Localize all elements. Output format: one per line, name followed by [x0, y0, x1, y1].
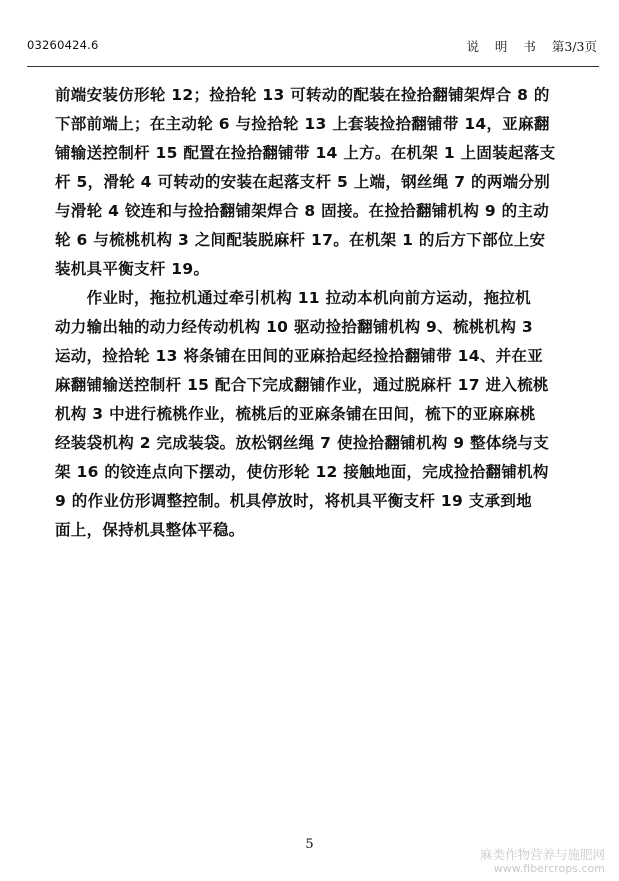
text-line: 经装袋机构 2 完成装袋。放松钢丝绳 7 使捡拾翻铺机构 9 整体绕与支 [55, 434, 550, 452]
text-line: 运动，捡拾轮 13 将条铺在田间的亚麻拾起经捡拾翻铺带 14、并在亚 [55, 347, 544, 365]
text-line: 前端安装仿形轮 12；捡拾轮 13 可转动的配装在捡拾翻铺架焊合 8 的 [55, 86, 550, 104]
text-line: 铺输送控制杆 15 配置在捡拾翻铺带 14 上方。在机架 1 上固装起落支 [55, 144, 556, 162]
text-line: 与滑轮 4 铰连和与捡拾翻铺架焊合 8 固接。在捡拾翻铺机构 9 的主动 [55, 202, 550, 220]
header-divider [27, 66, 599, 67]
text-line: 9 的作业仿形调整控制。机具停放时，将机具平衡支杆 19 支承到地 [55, 492, 532, 510]
text-line: 装机具平衡支杆 19。 [55, 260, 210, 278]
text-line: 动力输出轴的动力经传动机构 10 驱动捡拾翻铺机构 9、梳桃机构 3 [55, 318, 533, 336]
text-line: 麻翻铺输送控制杆 15 配合下完成翻铺作业，通过脱麻杆 17 进入梳桃 [55, 376, 549, 394]
text-line: 杆 5，滑轮 4 可转动的安装在起落支杆 5 上端，钢丝绳 7 的两端分别 [55, 173, 551, 191]
watermark [480, 848, 605, 876]
text-line: 机构 3 中进行梳桃作业，梳桃后的亚麻条铺在田间，梳下的亚麻麻桃 [55, 405, 536, 423]
page-number: 5 [305, 837, 314, 852]
document-type-label: 说 明 书 [466, 39, 542, 54]
text-line: 面上，保持机具整体平稳。 [55, 521, 245, 539]
watermark-title: 麻类作物营养与施肥网 [479, 847, 605, 862]
page-indicator: 第3/3页 [551, 39, 597, 54]
application-number: 03260424.6 [27, 38, 99, 52]
text-line: 轮 6 与梳桃机构 3 之间配装脱麻杆 17。在机架 1 的后方下部位上安 [55, 231, 546, 249]
page-header-right [466, 37, 597, 55]
text-line: 架 16 的铰连点向下摆动，使仿形轮 12 接触地面，完成捡拾翻铺机构 [55, 463, 549, 481]
text-line: 下部前端上；在主动轮 6 与捡拾轮 13 上套装捡拾翻铺带 14，亚麻翻 [55, 115, 550, 133]
text-line: 作业时，拖拉机通过牵引机构 11 拉动本机向前方运动，拖拉机 [55, 289, 531, 307]
description-body [55, 81, 595, 545]
watermark-url: www.fibercrops.com [493, 862, 605, 875]
